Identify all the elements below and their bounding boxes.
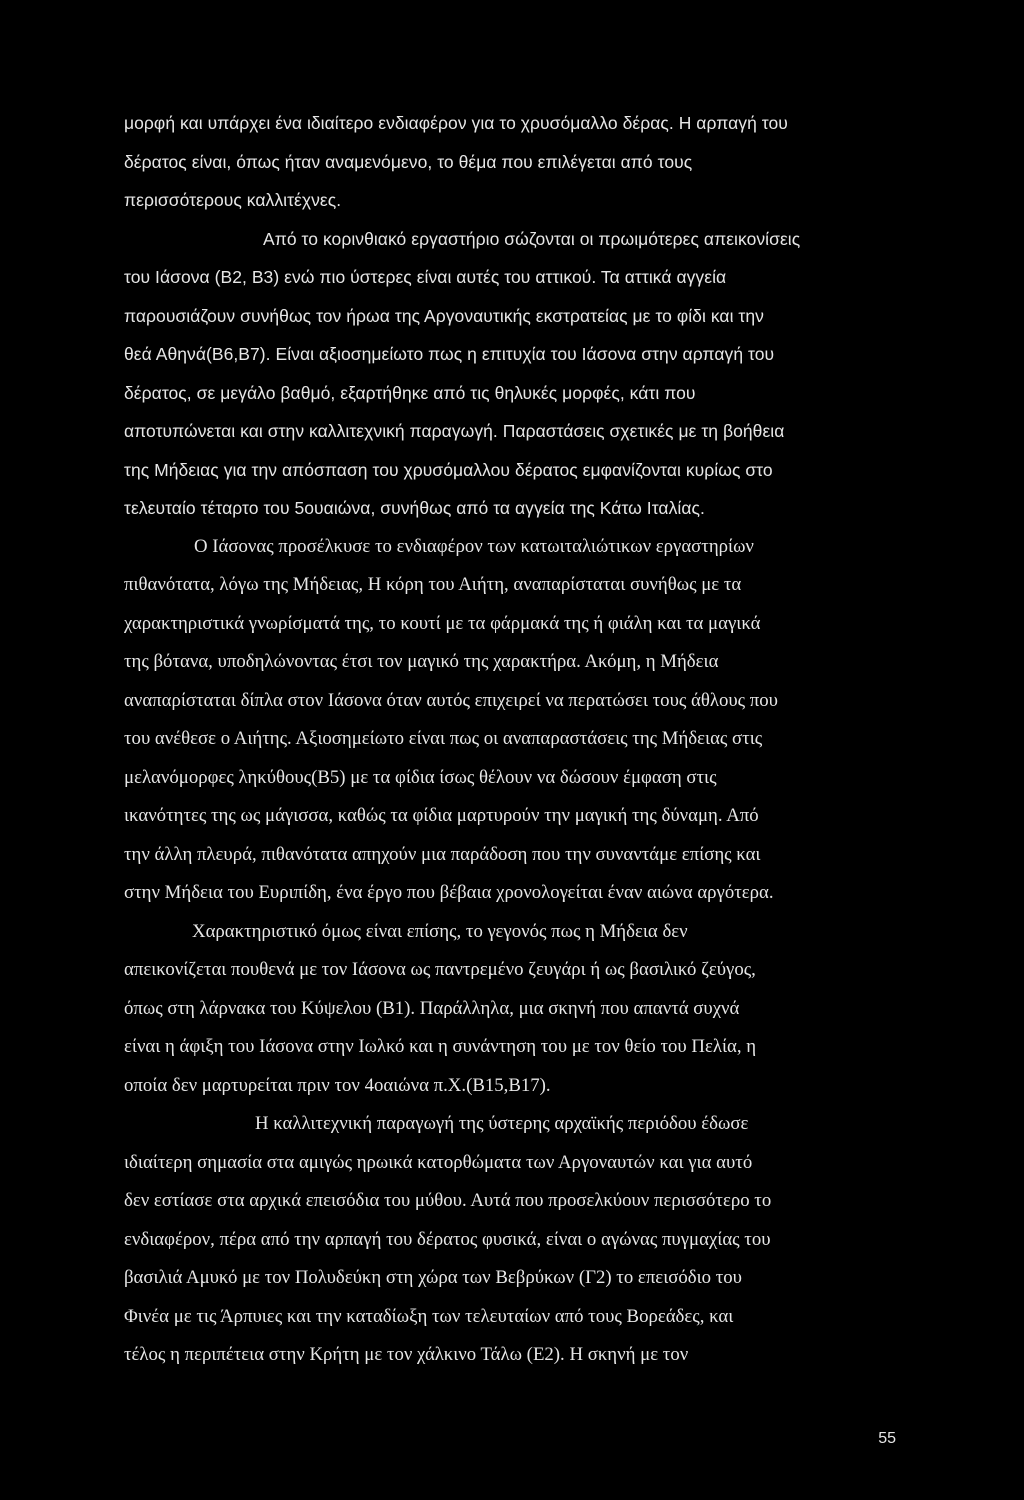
text-line: μορφή και υπάρχει ένα ιδιαίτερο ενδιαφέρον για το χρυσόμαλλο δέρας. Η αρπαγή του	[124, 113, 788, 133]
text-line: στην Μήδεια του Ευριπίδη, ένα έργο που βέβαια χρονολογείται έναν αιώνα αργότερα.	[124, 882, 774, 903]
text-line: ικανότητες της ως μάγισσα, καθώς τα φίδια μαρτυρούν την μαγική της δύναμη. Από	[124, 805, 759, 826]
text-line: της Μήδειας για την απόσπαση του χρυσόμαλλου δέρατος εμφανίζονται κυρίως στο	[124, 459, 773, 480]
body-text	[124, 104, 904, 1375]
text-line: της βότανα, υποδηλώνοντας έτσι τον μαγικό της χαρακτήρα. Ακόμη, η Μήδεια	[124, 651, 719, 672]
text-line: θεά Αθηνά(Β6,Β7). Είναι αξιοσημείωτο πως η επιτυχία του Ιάσονα στην αρπαγή του	[124, 344, 775, 364]
text-line: δέρατος, σε μεγάλο βαθμό, εξαρτήθηκε από τις θηλυκές μορφές, κάτι που	[124, 382, 696, 403]
text-line: την άλλη πλευρά, πιθανότατα απηχούν μια παράδοση που την συναντάμε επίσης και	[124, 843, 761, 865]
text-line: Χαρακτηριστικό όμως είναι επίσης, το γεγονός πως η Μήδεια δεν	[192, 920, 688, 942]
text-line: αποτυπώνεται και στην καλλιτεχνική παραγωγή. Παραστάσεις σχετικές με τη βοήθεια	[124, 421, 785, 441]
text-line: είναι η άφιξη του Ιάσονα στην Ιωλκό και η συνάντηση του με τον θείο του Πελία, η	[124, 1036, 757, 1057]
text-line: δεν εστίασε στα αρχικά επεισόδια του μύθου. Αυτά που προσελκύουν περισσότερο το	[124, 1190, 772, 1211]
text-line: Από το κορινθιακό εργαστήριο σώζονται οι πρωιμότερες απεικονίσεις	[263, 228, 801, 249]
text-line: βασιλιά Αμυκό με τον Πολυδεύκη στη χώρα των Βεβρύκων (Γ2) το επεισόδιο του	[124, 1267, 742, 1288]
text-line: Ο Ιάσονας προσέλκυσε το ενδιαφέρον των κατωιταλιώτικων εργαστηρίων	[194, 535, 754, 557]
text-line: του Ιάσονα (Β2, Β3) ενώ πιο ύστερες είναι αυτές του αττικού. Τα αττικά αγγεία	[124, 267, 727, 287]
text-line: οποία δεν μαρτυρείται πριν τον 4οαιώνα π.Χ.(Β15,Β17).	[124, 1074, 551, 1096]
text-line: Φινέα με τις Άρπυιες και την καταδίωξη των τελευταίων από τους Βορεάδες, και	[124, 1305, 734, 1327]
text-line: παρουσιάζουν συνήθως τον ήρωα της Αργοναυτικής εκστρατείας με το φίδι και την	[124, 305, 764, 326]
text-line: περισσότερους καλλιτέχνες.	[124, 190, 342, 210]
text-line: απεικονίζεται πουθενά με τον Ιάσονα ως παντρεμένο ζευγάρι ή ως βασιλικό ζεύγος,	[124, 959, 756, 980]
text-line: τέλος η περιπέτεια στην Κρήτη με τον χάλκινο Τάλω (Ε2). Η σκηνή με τον	[124, 1344, 689, 1365]
text-line: δέρατος είναι, όπως ήταν αναμενόμενο, το θέμα που επιλέγεται από τους	[124, 151, 693, 172]
text-line: του ανέθεσε ο Αιήτης. Αξιοσημείωτο είναι πως οι αναπαραστάσεις της Μήδειας στις	[124, 728, 763, 749]
text-line: πιθανότατα, λόγω της Μήδειας, Η κόρη του Αιήτη, αναπαρίσταται συνήθως με τα	[124, 574, 742, 595]
text-line: Η καλλιτεχνική παραγωγή της ύστερης αρχαϊκής περιόδου έδωσε	[255, 1113, 749, 1134]
text-line: μελανόμορφες ληκύθους(Β5) με τα φίδια ίσως θέλουν να δώσουν έμφαση στις	[124, 766, 717, 788]
page-number: 55	[878, 1430, 896, 1447]
text-line: αναπαρίσταται δίπλα στον Ιάσονα όταν αυτός επιχειρεί να περατώσει τους άθλους που	[124, 689, 778, 711]
text-line: χαρακτηριστικά γνωρίσματά της, το κουτί με τα φάρμακά της ή φιάλη και τα μαγικά	[124, 612, 761, 634]
text-line: ενδιαφέρον, πέρα από την αρπαγή του δέρατος φυσικά, είναι ο αγώνας πυγμαχίας του	[124, 1228, 771, 1250]
text-line: ιδιαίτερη σημασία στα αμιγώς ηρωικά κατορθώματα των Αργοναυτών και για αυτό	[124, 1151, 753, 1173]
text-line: όπως στη λάρνακα του Κύψελου (Β1). Παράλληλα, μια σκηνή που απαντά συχνά	[124, 997, 740, 1019]
text-line: τελευταίο τέταρτο του 5ουαιώνα, συνήθως από τα αγγεία της Κάτω Ιταλίας.	[124, 498, 705, 518]
